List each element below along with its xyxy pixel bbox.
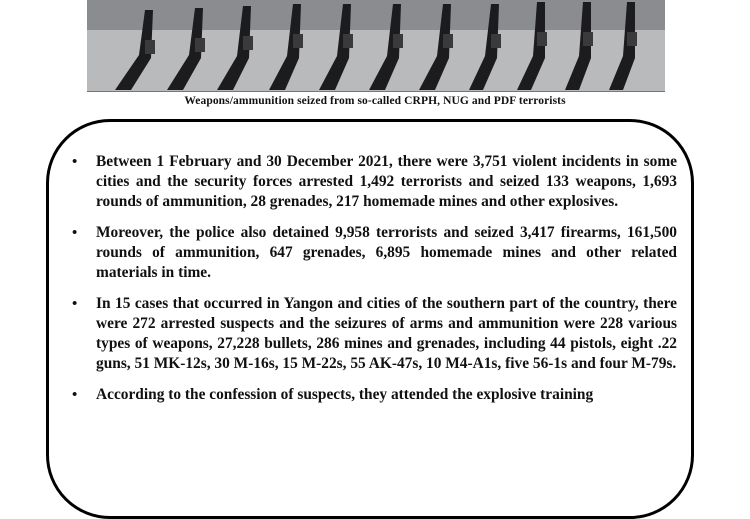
photo-caption: Weapons/ammunition seized from so-called CRPH, NUG and PDF terrorists	[184, 95, 566, 107]
bullet-item: • Moreover, the police also detained 9,958 terrorists and seized 3,417 firearms, 161,500 rounds of ammunition, 647 grenades, 6,895 homemade mines and other related materials in time.	[96, 223, 677, 283]
bullet-item: • According to the confession of suspects, they attended the explosive training	[96, 385, 677, 405]
bullet-item: • Between 1 February and 30 December 2021, there were 3,751 violent incidents in some cities and the security forces arrested 1,492 terrorists and seized 133 weapons, 1,693 rounds of ammunition, 28 grenades, 217 homemade mines and other explosives.	[96, 152, 677, 212]
bullet-list	[96, 152, 677, 416]
seized-weapons-photo	[87, 0, 665, 92]
bullet-item: • In 15 cases that occurred in Yangon and cities of the southern part of the country, there were 272 arrested suspects and the seizures of arms and ammunition were 228 various types of weapons, 27,228 bullets, 286 mines and grenades, including 44 pistols, eight .22 guns, 51 MK-12s, 30 M-16s, 15 M-22s, 55 AK-47s, 10 M4-A1s, five 56-1s and four M-79s.	[96, 294, 677, 374]
rifles-image	[87, 0, 665, 91]
